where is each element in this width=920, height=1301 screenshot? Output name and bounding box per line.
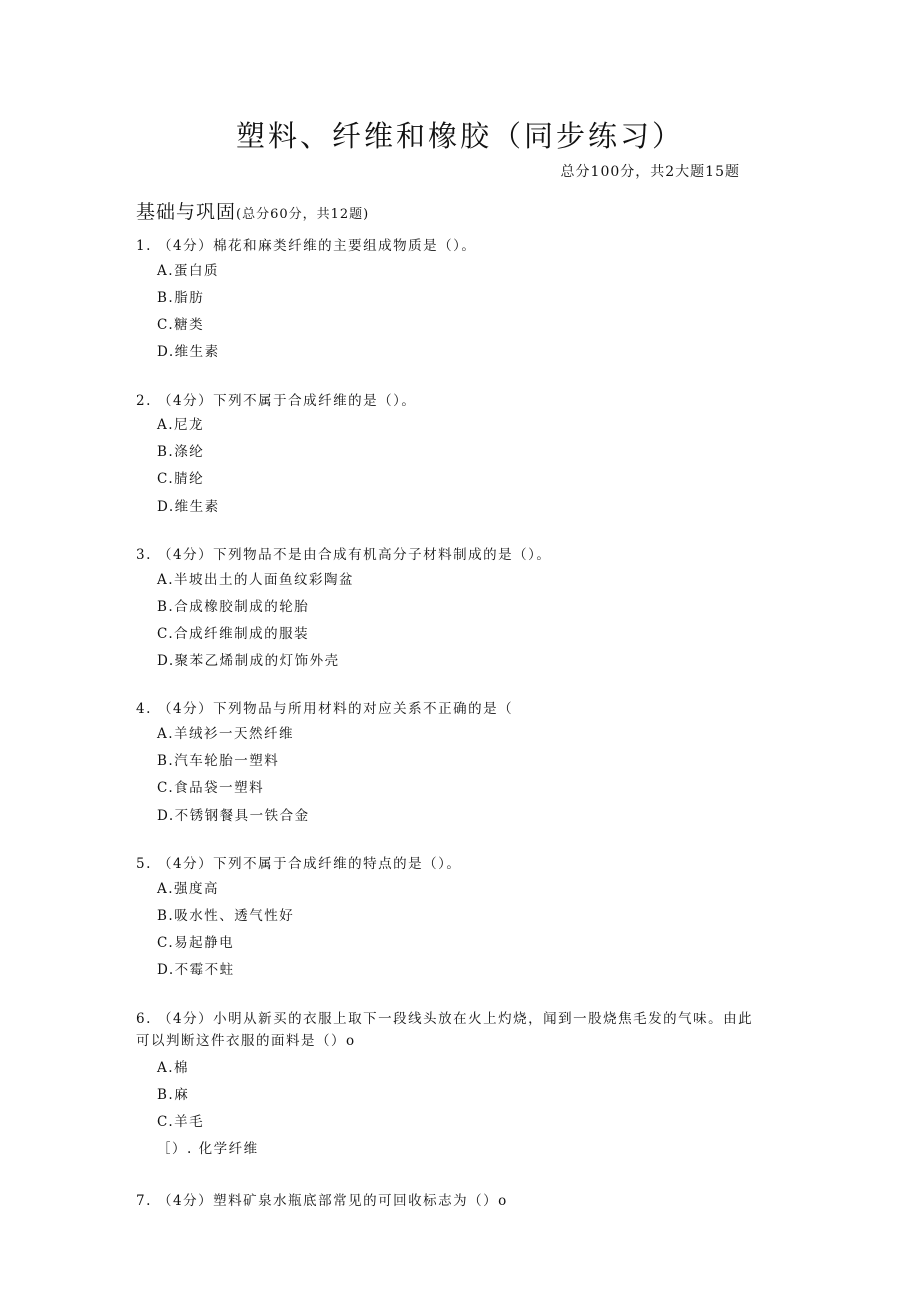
option-c: C.易起静电: [157, 935, 235, 951]
option-a: A.蛋白质: [157, 263, 220, 279]
option-b: B.吸水性、透气性好: [157, 908, 295, 924]
option-a: A.尼龙: [157, 417, 205, 433]
question-number: 2.: [136, 393, 152, 409]
question-number: 3.: [136, 547, 152, 563]
section-title: 基础与巩固: [136, 201, 237, 223]
document-title: 塑料、纤维和橡胶（同步练习）: [235, 119, 684, 153]
option-b: B.合成橡胶制成的轮胎: [157, 599, 310, 615]
question-number: 5.: [136, 856, 152, 872]
question-7: [136, 1190, 786, 1212]
question-text: （4分）塑料矿泉水瓶底部常见的可回收标志为（）o: [158, 1193, 508, 1209]
option-a: A.棉: [157, 1060, 190, 1076]
option-d: D.不锈钢餐具一铁合金: [157, 808, 310, 824]
question-text: （4分）下列不属于合成纤维的是（）。: [158, 393, 417, 409]
question-stem: [136, 390, 786, 412]
section-heading: [136, 199, 369, 228]
option-d: D.聚苯乙烯制成的灯饰外壳: [157, 653, 340, 669]
option-c: C.糖类: [157, 317, 205, 333]
option-a: A.羊绒衫一天然纤维: [157, 726, 295, 742]
question-text: （4分）下列物品与所用材料的对应关系不正确的是（: [158, 701, 514, 717]
option-b: B.麻: [157, 1087, 190, 1103]
score-summary: 总分100分，共2大题15题: [560, 164, 740, 180]
question-stem: [136, 1190, 786, 1212]
question-4: [136, 698, 786, 720]
option-a: A.半坡出土的人面鱼纹彩陶盆: [157, 572, 355, 588]
question-3: [136, 544, 786, 566]
option-b: B.汽车轮胎一塑料: [157, 753, 280, 769]
question-text: （4分）下列不属于合成纤维的特点的是（）。: [158, 856, 462, 872]
option-c: C.合成纤维制成的服装: [157, 626, 310, 642]
option-a: A.强度高: [157, 881, 220, 897]
option-c: C.腈纶: [157, 471, 205, 487]
question-stem: [136, 698, 786, 720]
question-number: 4.: [136, 701, 152, 717]
question-number: 6.: [136, 1011, 152, 1027]
question-stem: [136, 1008, 786, 1030]
question-stem: [136, 544, 786, 566]
option-d: D.维生素: [157, 499, 220, 515]
question-1: [136, 235, 786, 257]
question-text: （4分）棉花和麻类纤维的主要组成物质是（）。: [158, 238, 477, 254]
question-5: [136, 853, 786, 875]
option-b: B.涤纶: [157, 444, 205, 460]
option-b: B.脂肪: [157, 290, 205, 306]
question-text: （4分）小明从新买的衣服上取下一段线头放在火上灼烧，闻到一股烧焦毛发的气味。由此: [158, 1011, 754, 1027]
question-number: 7.: [136, 1193, 152, 1209]
option-c: C.食品袋一塑料: [157, 780, 265, 796]
option-d: D.不霉不蛀: [157, 962, 235, 978]
question-stem-continued: 可以判断这件衣服的面料是（）o: [136, 1033, 356, 1049]
question-number: 1.: [136, 238, 152, 254]
question-text: （4分）下列物品不是由合成有机高分子材料制成的是（）。: [158, 547, 552, 563]
option-d: ［）. 化学纤维: [157, 1141, 259, 1157]
option-c: C.羊毛: [157, 1114, 205, 1130]
option-d: D.维生素: [157, 344, 220, 360]
question-stem: [136, 235, 786, 257]
question-2: [136, 390, 786, 412]
section-score-note: (总分60分，共12题): [236, 207, 370, 222]
question-6: [136, 1008, 786, 1052]
question-stem: [136, 853, 786, 875]
